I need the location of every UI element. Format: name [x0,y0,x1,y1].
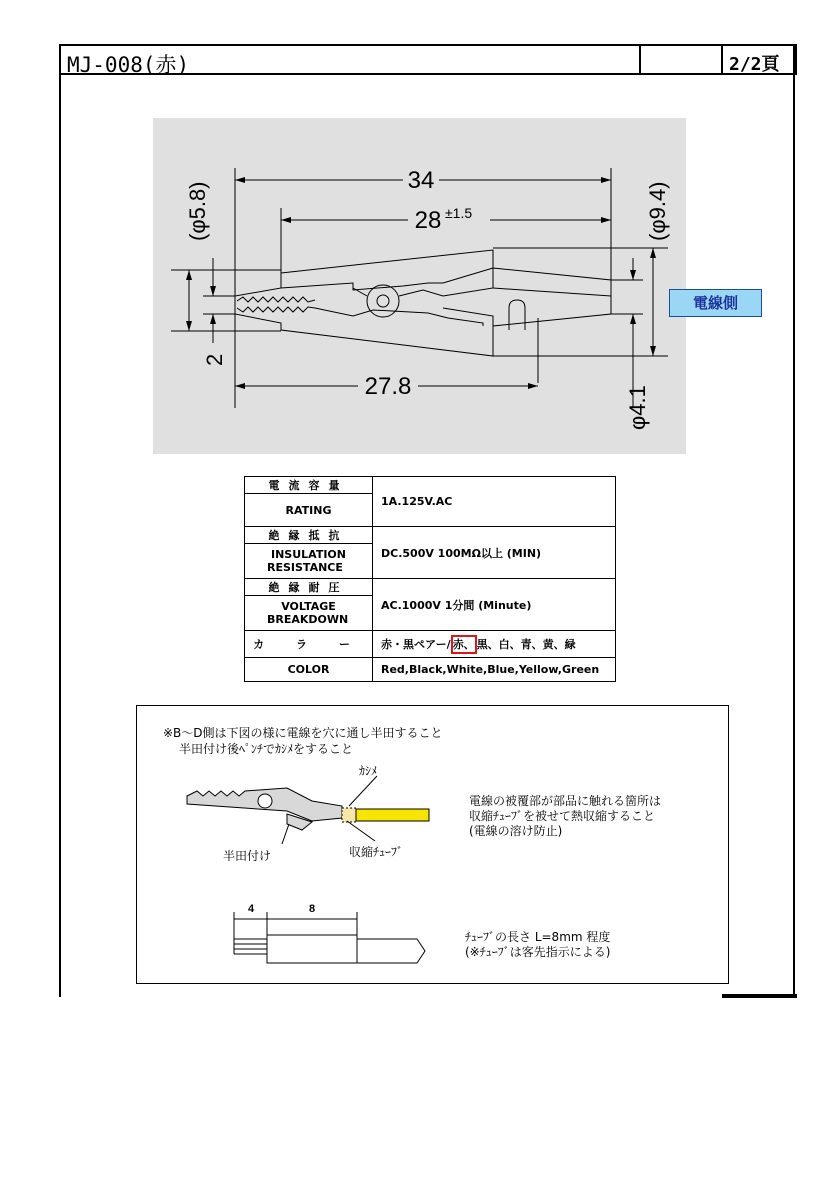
dim-dia-left: (φ5.8) [185,181,210,241]
rating-label-jp: 電流容量 [245,477,373,494]
rating-value: 1A.125V.AC [373,477,616,527]
dim-gap: 2 [202,353,227,366]
insulation-value: DC.500V 100MΩ以上 (MIN) [373,527,616,579]
note-line1: ※B～D側は下図の様に電線を穴に通し半田すること [163,726,443,740]
color-label-jp: カ ラ ー [245,631,373,658]
insulation-label-en: INSULATION RESISTANCE [245,544,373,579]
title-block [59,44,797,75]
assembly-sketch [137,706,730,985]
color-value-en: Red,Black,White,Blue,Yellow,Green [373,658,616,682]
dim-28: 28 [414,207,442,234]
page-number: 2/2頁 [729,54,780,75]
clip-dimension-drawing [153,118,686,454]
note-desc1: 電線の被覆部が部品に触れる箇所は [469,794,662,808]
handa-label: 半田付け [223,849,272,863]
cable-side-label: 電線側 [669,289,762,317]
voltage-value: AC.1000V 1分間 (Minute) [373,579,616,631]
clip-drawing [153,118,686,454]
note-desc2: 収縮ﾁｭｰﾌﾞを被せて熱収縮すること [469,809,656,823]
footer-bar [722,994,797,998]
tube-label: 収縮ﾁｭｰﾌﾞ [349,845,404,859]
kashime-label: ｶｼﾒ [359,764,378,778]
color-label-en: COLOR [245,658,373,682]
assembly-note [136,705,729,984]
dim-27-8: 27.8 [364,373,412,400]
voltage-label-en: VOLTAGE BREAKDOWN [245,596,373,631]
dim-8: 8 [308,903,316,915]
spec-table [244,476,616,682]
dim-dia-bottom: φ4.1 [625,385,650,430]
tube-note: (※ﾁｭｰﾌﾞは客先指示による) [465,945,611,959]
insulation-label-jp: 絶縁抵抗 [245,527,373,544]
rating-label-en: RATING [245,494,373,527]
dim-4: 4 [247,903,255,915]
voltage-label-jp: 絶縁耐圧 [245,579,373,596]
dim-tolerance: ±1.5 [445,205,473,221]
tube-length: ﾁｭｰﾌﾞの長さ L=8mm 程度 [465,930,611,944]
color-value-jp: 赤・黒ペアー/ 赤、 黒、白、青、黄、緑 [373,631,616,658]
dim-dia-right: (φ9.4) [645,181,670,241]
dim-34: 34 [407,167,435,194]
note-desc3: (電線の溶け防止) [469,824,563,838]
part-title: MJ-008(赤) [67,53,190,77]
color-highlight: 赤、 [451,635,477,654]
note-line2: 半田付け後ﾍﾟﾝﾁでｶｼﾒをすること [179,742,354,756]
